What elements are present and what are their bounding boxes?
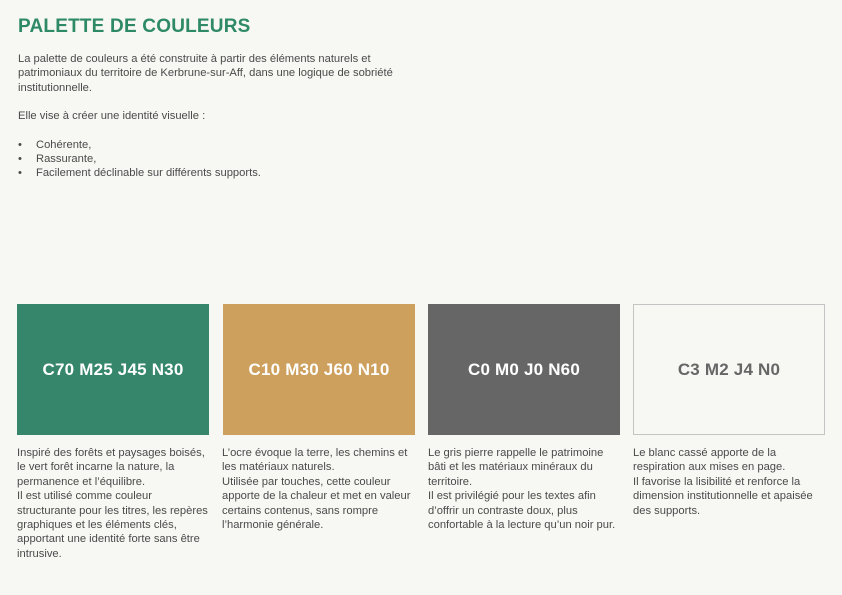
description-paragraph: Inspiré des forêts et paysages boisés, le vert forêt incarne la nature, la permanence et l’équilibre. (17, 447, 205, 488)
bullet-list (18, 138, 418, 181)
bullet-item: • Cohérente, (18, 138, 418, 152)
description-paragraph: Le blanc cassé apporte de la respiration aux mises en page. (633, 447, 786, 474)
swatch-description-grey (428, 446, 624, 532)
page-title: PALETTE DE COULEURS (18, 16, 251, 37)
description-paragraph: L’ocre évoque la terre, les chemins et les matériaux naturels. (222, 447, 408, 474)
swatch-description-ochre (222, 446, 418, 532)
description-paragraph: Il favorise la lisibilité et renforce la dimension institutionnelle et apaisée des supports. (633, 475, 813, 517)
intro-text (18, 52, 418, 181)
description-paragraph: Il est privilégié pour les textes afin d’offrir un contraste doux, plus confortable à la lecture qu’un noir pur. (428, 490, 616, 532)
swatch-description-offwhite (633, 446, 829, 518)
swatch-code: C0 M0 J0 N60 (467, 359, 580, 379)
intro-lead: Elle vise à créer une identité visuelle : (18, 110, 206, 123)
description-paragraph: Utilisée par touches, cette couleur apporte de la chaleur et met en valeur certains contenus, sans rompre l’harmonie générale. (222, 475, 411, 532)
intro-paragraph: La palette de couleurs a été construite à partir des éléments naturels et patrimoniaux du territoire de Kerbrune-sur-Aff, dans une logique de sobriété institutionnelle. (18, 53, 393, 94)
color-swatch-ochre (223, 304, 415, 435)
swatch-description-green (17, 446, 213, 561)
swatch-code: C3 M2 J4 N0 (677, 359, 781, 379)
description-paragraph: Le gris pierre rappelle le patrimoine bâti et les matériaux minéraux du territoire. (428, 447, 604, 488)
bullet-item: • Facilement déclinable sur différents supports. (18, 166, 418, 180)
color-swatch-offwhite (633, 304, 825, 435)
swatch-code: C10 M30 J60 N10 (248, 359, 390, 379)
swatch-code: C70 M25 J45 N30 (42, 359, 184, 379)
color-swatch-grey (428, 304, 620, 435)
bullet-item: • Rassurante, (18, 152, 418, 166)
description-paragraph: Il est utilisé comme couleur structurante pour les titres, les repères graphiques et les éléments clés, apportant une identité forte sans être intrusive. (17, 490, 208, 560)
color-swatch-green (17, 304, 209, 435)
